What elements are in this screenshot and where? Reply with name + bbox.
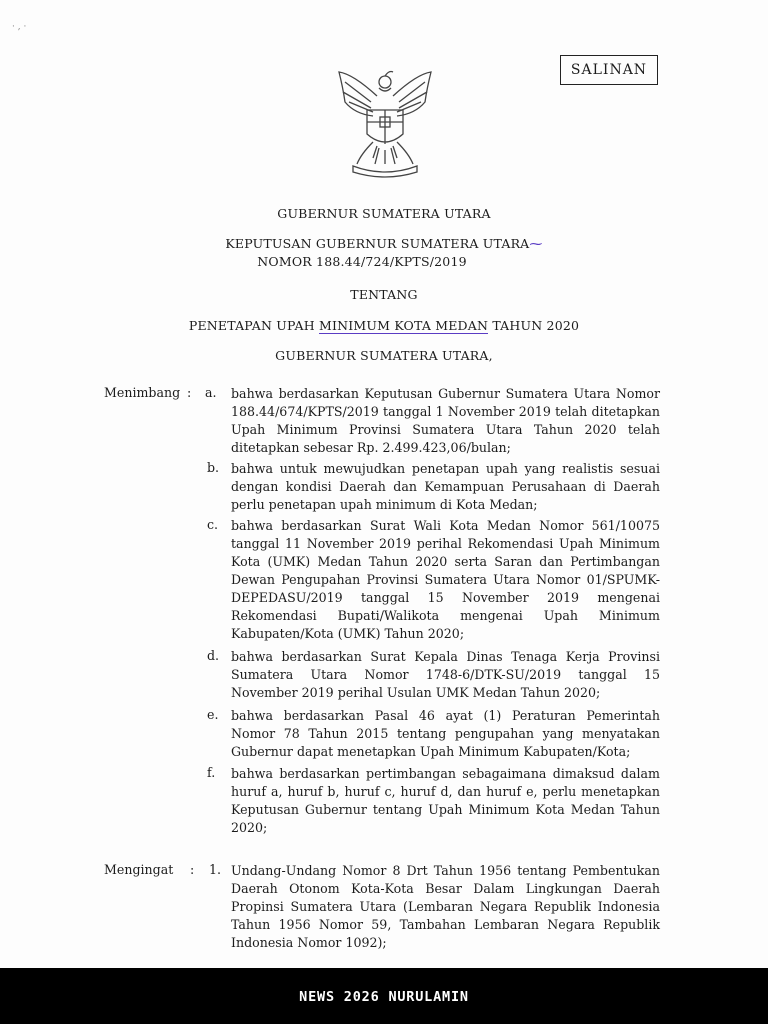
issuer-title: GUBERNUR SUMATERA UTARA xyxy=(277,206,491,221)
menimbang-mark-d: d. xyxy=(207,648,220,663)
subject-prefix: PENETAPAN UPAH xyxy=(188,318,320,333)
mengingat-mark-1: 1. xyxy=(209,862,222,877)
salinan-stamp: SALINAN xyxy=(560,55,658,85)
menimbang-item-f: bahwa berdasarkan pertimbangan sebagaimana dimaksud dalam huruf a, huruf b, huruf c, huruf d, dan huruf e, perlu menetapkan Keputusan Gubernur tentang Upah Minimum Kota Medan Tahun 2020; xyxy=(231,766,660,835)
decree-line-1: KEPUTUSAN GUBERNUR SUMATERA UTARA xyxy=(225,236,530,251)
mengingat-label: Mengingat xyxy=(104,862,174,877)
menimbang-mark-c: c. xyxy=(207,517,219,532)
scan-mark: · , · xyxy=(12,22,27,32)
garuda-emblem-icon xyxy=(333,68,437,178)
decree-subject xyxy=(0,318,768,333)
mengingat-colon: : xyxy=(190,862,195,877)
watermark-banner: NEWS 2026 NURULAMIN xyxy=(0,968,768,1024)
menimbang-item-a: bahwa berdasarkan Keputusan Gubernur Sumatera Utara Nomor 188.44/674/KPTS/2019 tanggal 1 November 2019 telah ditetapkan Upah Minimum Provinsi Sumatera Utara Tahun 2020 telah ditetapkan sebesar Rp. 2.499.423,06/bulan; xyxy=(231,386,660,455)
menimbang-item-c: bahwa berdasarkan Surat Wali Kota Medan Nomor 561/10075 tanggal 11 November 2019 perihal Rekomendasi Upah Minimum Kota (UMK) Medan Tahun 2020 serta Saran dan Pertimbangan Dewan Pengupahan Provinsi Sumatera Utara Nomor 01/SPUMK-DEPEDASU/2019 tanggal 15 November 2019 mengenai Rekomendasi Bupati/Walikota mengenai Upah Minimum Kabupaten/Kota (UMK) Tahun 2020; xyxy=(231,518,660,641)
menimbang-item-b: bahwa untuk mewujudkan penetapan upah yang realistis sesuai dengan kondisi Daerah dan Kemampuan Perusahaan di Daerah perlu penetapan upah minimum di Kota Medan; xyxy=(231,461,660,512)
mengingat-item-1: Undang-Undang Nomor 8 Drt Tahun 1956 tentang Pembentukan Daerah Otonom Kota-Kota Besar Dalam Lingkungan Daerah Propinsi Sumatera Utara (Lembaran Negara Republik Indonesia Tahun 1956 Nomor 59, Tambahan Lembaran Negara Republik Indonesia Nomor 1092); xyxy=(231,863,660,950)
menimbang-item-e: bahwa berdasarkan Pasal 46 ayat (1) Peraturan Pemerintah Nomor 78 Tahun 2015 tentang pengupahan yang menyatakan Gubernur dapat menetapkan Upah Minimum Kabupaten/Kota; xyxy=(231,708,660,759)
about-heading: TENTANG xyxy=(350,287,418,302)
menimbang-mark-a: a. xyxy=(205,385,217,400)
menimbang-mark-b: b. xyxy=(207,460,220,475)
menimbang-label: Menimbang xyxy=(104,385,181,400)
governor-heading: GUBERNUR SUMATERA UTARA, xyxy=(275,348,493,363)
menimbang-colon: : xyxy=(187,385,192,400)
checkmark-icon: ⁓ xyxy=(529,237,543,252)
menimbang-mark-e: e. xyxy=(207,707,219,722)
decree-title xyxy=(0,236,768,252)
menimbang-item-d: bahwa berdasarkan Surat Kepala Dinas Tenaga Kerja Provinsi Sumatera Utara Nomor 1748-6/DTK-SU/2019 tanggal 15 November 2019 perihal Usulan UMK Medan Tahun 2020; xyxy=(231,649,660,700)
decree-number-text: NOMOR 188.44/724/KPTS/2019 xyxy=(257,254,467,269)
subject-suffix: TAHUN 2020 xyxy=(488,318,580,333)
menimbang-mark-f: f. xyxy=(207,765,216,780)
decree-number xyxy=(0,254,768,269)
subject-underlined: MINIMUM KOTA MEDAN xyxy=(319,318,489,333)
